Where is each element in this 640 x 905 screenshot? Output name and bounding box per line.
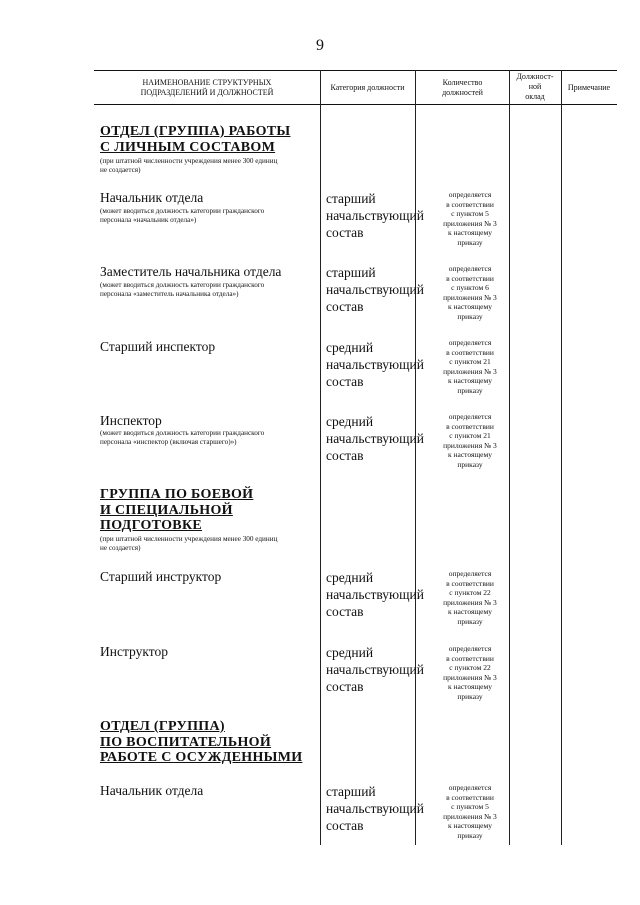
section-note: (при штатной численности учреждения менее 300 единиц не создается)	[100, 157, 278, 174]
section-note: (при штатной численности учреждения менее 300 единиц не создается)	[100, 535, 278, 552]
position-name: Начальник отдела	[100, 783, 204, 798]
position-note: (может вводиться должность категории гражданского персонала «заместитель начальника отдела»)	[100, 281, 265, 298]
position-quantity: определяется в соответствии с пунктом 21 приложения № 3 к настоящему приказу	[443, 338, 497, 395]
col-divider-4	[561, 70, 562, 845]
position-category: средний начальствующий состав	[326, 414, 424, 463]
header-salary-column: Должност- ной оклад	[516, 72, 554, 101]
position-name: Начальник отдела	[100, 190, 204, 205]
page-number: 9	[316, 37, 324, 54]
header-top-rule	[94, 70, 617, 71]
header-category-column: Категория должности	[330, 83, 405, 92]
position-note: (может вводиться должность категории гражданского персонала «начальник отдела»)	[100, 207, 265, 224]
col-divider-3	[509, 70, 510, 845]
section-title: ОТДЕЛ (ГРУППА) ПО ВОСПИТАТЕЛЬНОЙ РАБОТЕ С ОСУЖДЕННЫМИ	[100, 719, 303, 765]
header-name-column: НАИМЕНОВАНИЕ СТРУКТУРНЫХ ПОДРАЗДЕЛЕНИЙ И ДОЛЖНОСТЕЙ	[140, 78, 274, 97]
position-note: (может вводиться должность категории гражданского персонала «инспектор (включая старшего)»)	[100, 429, 265, 446]
section-title: ОТДЕЛ (ГРУППА) РАБОТЫ С ЛИЧНЫМ СОСТАВОМ	[100, 124, 291, 155]
col-divider-1	[320, 70, 321, 845]
position-quantity: определяется в соответствии с пунктом 22 приложения № 3 к настоящему приказу	[443, 644, 497, 701]
section-title: ГРУППА ПО БОЕВОЙ И СПЕЦИАЛЬНОЙ ПОДГОТОВКЕ	[100, 487, 254, 533]
position-quantity: определяется в соответствии с пунктом 5 приложения № 3 к настоящему приказу	[443, 190, 497, 247]
header-remark-column: Примечание	[567, 83, 611, 92]
position-quantity: определяется в соответствии с пунктом 22 приложения № 3 к настоящему приказу	[443, 569, 497, 626]
position-name: Инструктор	[100, 644, 168, 659]
position-category: средний начальствующий состав	[326, 340, 424, 389]
position-quantity: определяется в соответствии с пунктом 21 приложения № 3 к настоящему приказу	[443, 412, 497, 469]
header-quantity-column: Количество должностей	[442, 78, 483, 97]
position-category: старший начальствующий состав	[326, 191, 424, 240]
position-category: средний начальствующий состав	[326, 645, 424, 694]
position-name: Заместитель начальника отдела	[100, 264, 282, 279]
position-quantity: определяется в соответствии с пунктом 6 приложения № 3 к настоящему приказу	[443, 264, 497, 321]
position-category: старший начальствующий состав	[326, 784, 424, 833]
position-name: Инспектор	[100, 413, 162, 428]
position-quantity: определяется в соответствии с пунктом 5 приложения № 3 к настоящему приказу	[443, 783, 497, 840]
position-name: Старший инструктор	[100, 569, 222, 584]
position-name: Старший инспектор	[100, 339, 216, 354]
header-bottom-rule	[94, 104, 617, 105]
position-category: старший начальствующий состав	[326, 265, 424, 314]
position-category: средний начальствующий состав	[326, 570, 424, 619]
